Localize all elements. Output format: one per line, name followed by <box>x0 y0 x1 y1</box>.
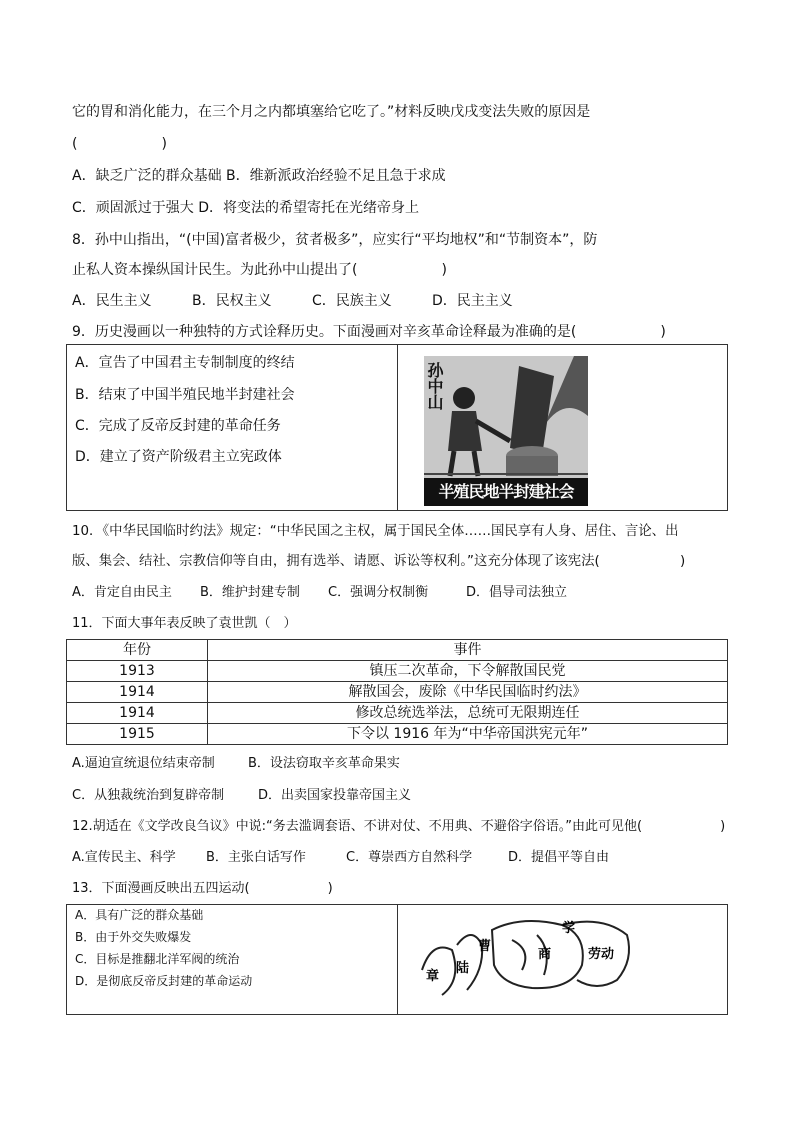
q13-box-divider <box>397 905 398 1014</box>
q10-options <box>72 583 567 603</box>
q12-option-a: A.宣传民主、科学 <box>72 850 176 865</box>
q7-answer-paren: ( ) <box>72 136 167 152</box>
table-cell-year: 1914 <box>67 682 208 703</box>
q11-option-c: C．从独裁统治到复辟帝制 <box>72 788 225 803</box>
q8-option-b: B．民权主义 <box>192 293 272 309</box>
q13-cartoon-label: 陆 <box>456 961 470 976</box>
q13-cartoon-label: 劳动 <box>588 947 615 962</box>
q9-options-box <box>66 344 728 511</box>
q9-box-divider <box>397 345 398 510</box>
q9-option-b: B．结束了中国半殖民地半封建社会 <box>75 387 295 403</box>
table-row <box>67 682 728 703</box>
q12-stem: 12.胡适在《文学改良刍议》中说:“务去滥调套语、不讲对仗、不用典、不避俗字俗语。”由此可见他( ) <box>72 819 726 834</box>
q8-option-a: A．民生主义 <box>72 293 152 309</box>
table-cell-year: 1914 <box>67 703 208 724</box>
q11-option-d: D．出卖国家投靠帝国主义 <box>258 788 412 803</box>
q12-option-d: D．提倡平等自由 <box>508 850 610 865</box>
q12-option-c: C．尊崇西方自然科学 <box>346 850 473 865</box>
q11-events-table <box>66 639 728 745</box>
q11-option-b: B．设法窃取辛亥革命果实 <box>248 756 400 771</box>
q13-option-c: C．目标是推翻北洋军阀的统治 <box>75 952 240 966</box>
q9-stem: 9．历史漫画以一种独特的方式诠释历史。下面漫画对辛亥革命诠释最为准确的是( ) <box>72 324 666 340</box>
q10-option-c: C．强调分权制衡 <box>328 585 429 600</box>
q9-option-c: C．完成了反帝反封建的革命任务 <box>75 418 281 434</box>
q9-option-d: D．建立了资产阶级君主立宪政体 <box>75 449 282 465</box>
q12-option-b: B．主张白话写作 <box>206 850 306 865</box>
q8-options <box>72 291 513 311</box>
q7-option-line-2: C．顽固派过于强大 D．将变法的希望寄托在光绪帝身上 <box>72 200 420 216</box>
q13-cartoon-label: 学 <box>562 921 576 936</box>
q8-option-c: C．民族主义 <box>312 293 392 309</box>
table-row <box>67 703 728 724</box>
table-cell-year: 1915 <box>67 724 208 745</box>
q11-options-line-1 <box>72 754 400 774</box>
q7-option-line-1: A．缺乏广泛的群众基础 B．维新派政治经验不足且急于求成 <box>72 168 446 184</box>
q13-cartoon-label: 商 <box>538 947 552 962</box>
q7-text-tail: 它的胃和消化能力，在三个月之内都填塞给它吃了。”材料反映戊戌变法失败的原因是 <box>72 104 591 120</box>
q13-cartoon-label: 章 <box>426 969 440 984</box>
q10-stem-line-1: 10．《中华民国临时约法》规定：“中华民国之主权，属于国民全体……国民享有人身、居住、言论、出 <box>72 524 679 539</box>
table-cell-event: 修改总统选举法，总统可无限期连任 <box>208 703 728 724</box>
q10-option-b: B．维护封建专制 <box>200 585 300 600</box>
table-header-row <box>67 640 728 661</box>
q13-option-b: B．由于外交失败爆发 <box>75 930 192 944</box>
q8-stem-line-2: 止私人资本操纵国计民生。为此孙中山提出了( ) <box>72 262 447 278</box>
q9-cartoon <box>424 356 588 506</box>
q10-option-a: A．肯定自由民主 <box>72 585 172 600</box>
q13-option-a: A．具有广泛的群众基础 <box>75 908 204 922</box>
q11-options-line-2 <box>72 786 411 806</box>
table-row <box>67 724 728 745</box>
q13-option-d: D．是彻底反帝反封建的革命运动 <box>75 974 253 988</box>
table-cell-event: 镇压二次革命，下令解散国民党 <box>208 661 728 682</box>
q9-cartoon-label-person: 孙中山 <box>425 362 444 410</box>
q11-stem: 11．下面大事年表反映了袁世凯（ ） <box>72 616 297 631</box>
q10-stem-line-2: 版、集会、结社、宗教信仰等自由，拥有选举、请愿、诉讼等权利。”这充分体现了该宪法( ) <box>72 554 686 569</box>
q12-options <box>72 848 609 868</box>
q13-cartoon-label: 曹 <box>478 939 492 954</box>
q13-cartoon <box>412 910 638 1005</box>
q11-option-a: A.逼迫宣统退位结束帝制 <box>72 756 215 771</box>
q9-cartoon-label-base: 半殖民地半封建社会 <box>424 478 588 506</box>
q13-cartoon-drawing <box>412 910 638 1005</box>
table-cell-event: 下令以 1916 年为“中华帝国洪宪元年” <box>208 724 728 745</box>
q9-option-a: A．宣告了中国君主专制制度的终结 <box>75 355 295 371</box>
q10-option-d: D．倡导司法独立 <box>466 585 568 600</box>
q8-stem-line-1: 8．孙中山指出，“(中国)富者极少，贫者极多”，应实行“平均地权”和“节制资本”，防 <box>72 232 598 248</box>
table-header-year: 年份 <box>67 640 208 661</box>
q13-stem: 13．下面漫画反映出五四运动( ) <box>72 881 333 896</box>
table-row <box>67 661 728 682</box>
table-header-event: 事件 <box>208 640 728 661</box>
table-cell-event: 解散国会，废除《中华民国临时约法》 <box>208 682 728 703</box>
table-cell-year: 1913 <box>67 661 208 682</box>
q8-option-d: D．民主主义 <box>432 293 513 309</box>
